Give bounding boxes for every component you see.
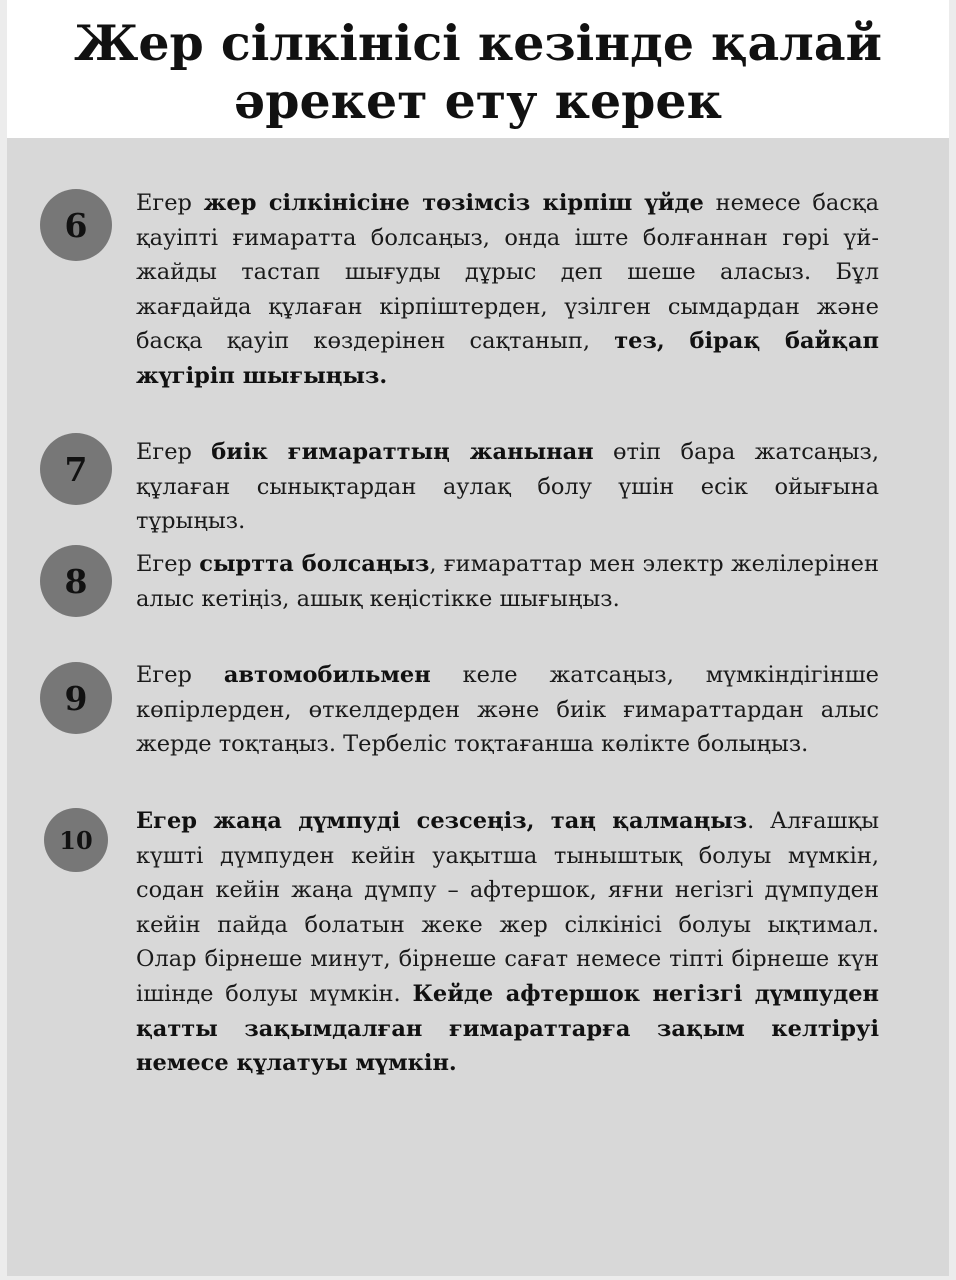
page-title (7, 0, 949, 130)
instruction-text: Егер сыртта болсаңыз, ғимараттар мен электр желілерінен алыс кетіңіз, ашық кеңістікке шығыңыз. (136, 551, 879, 612)
instruction-text: Егер автомобильмен келе жатсаңыз, мүмкіндігінше көпірлерден, өткелдерден және биік ғимараттардан алыс жерде тоқтаңыз. Тербеліс тоқтағанша көлікте болыңыз. (136, 662, 879, 758)
number-badge: 10 (44, 808, 108, 872)
instructions-panel (7, 138, 949, 1276)
title-line-2: әрекет ету керек (234, 72, 722, 130)
number-badge: 6 (40, 189, 112, 261)
header (7, 0, 949, 138)
number-badge: 9 (40, 662, 112, 734)
title-line-1: Жер сілкінісі кезінде қалай (74, 14, 882, 72)
instruction-text: Егер жер сілкінісіне төзімсіз кірпіш үйде немесе басқа қауіпті ғимаратта болсаңыз, онда іште болғаннан гөрі үй-жайды тастап шығуды дұрыс деп шеше аласыз. Бұл жағдайда құлаған кірпіштерден, үзілген сымдардан және басқа қауіп көздерінен сақтанып, тез, бірақ байқап жүгіріп шығыңыз. (136, 190, 880, 389)
instruction-text: Егер жаңа дүмпуді сезсеңіз, таң қалмаңыз. Алғашқы күшті дүмпуден кейін уақытша тыныштық болуы мүмкін, содан кейін жаңа дүмпу – афтершок, яғни негізгі дүмпуден кейін пайда болатын жеке жер сілкінісі болуы ықтимал. Олар бірнеше минут, бірнеше сағат немесе тіпті бірнеше күн ішінде болуы мүмкін. Кейде афтершок негізгі дүмпуден қатты зақымдалған ғимараттарға зақым келтіруі немесе құлатуы мүмкін. (136, 808, 879, 1077)
number-badge: 8 (40, 545, 112, 617)
instruction-text: Егер биік ғимараттың жанынан өтіп бара жатсаңыз, құлаған сынықтардан аулақ болу үшін есік ойығына тұрыңыз. (136, 439, 879, 535)
number-badge: 7 (40, 433, 112, 505)
